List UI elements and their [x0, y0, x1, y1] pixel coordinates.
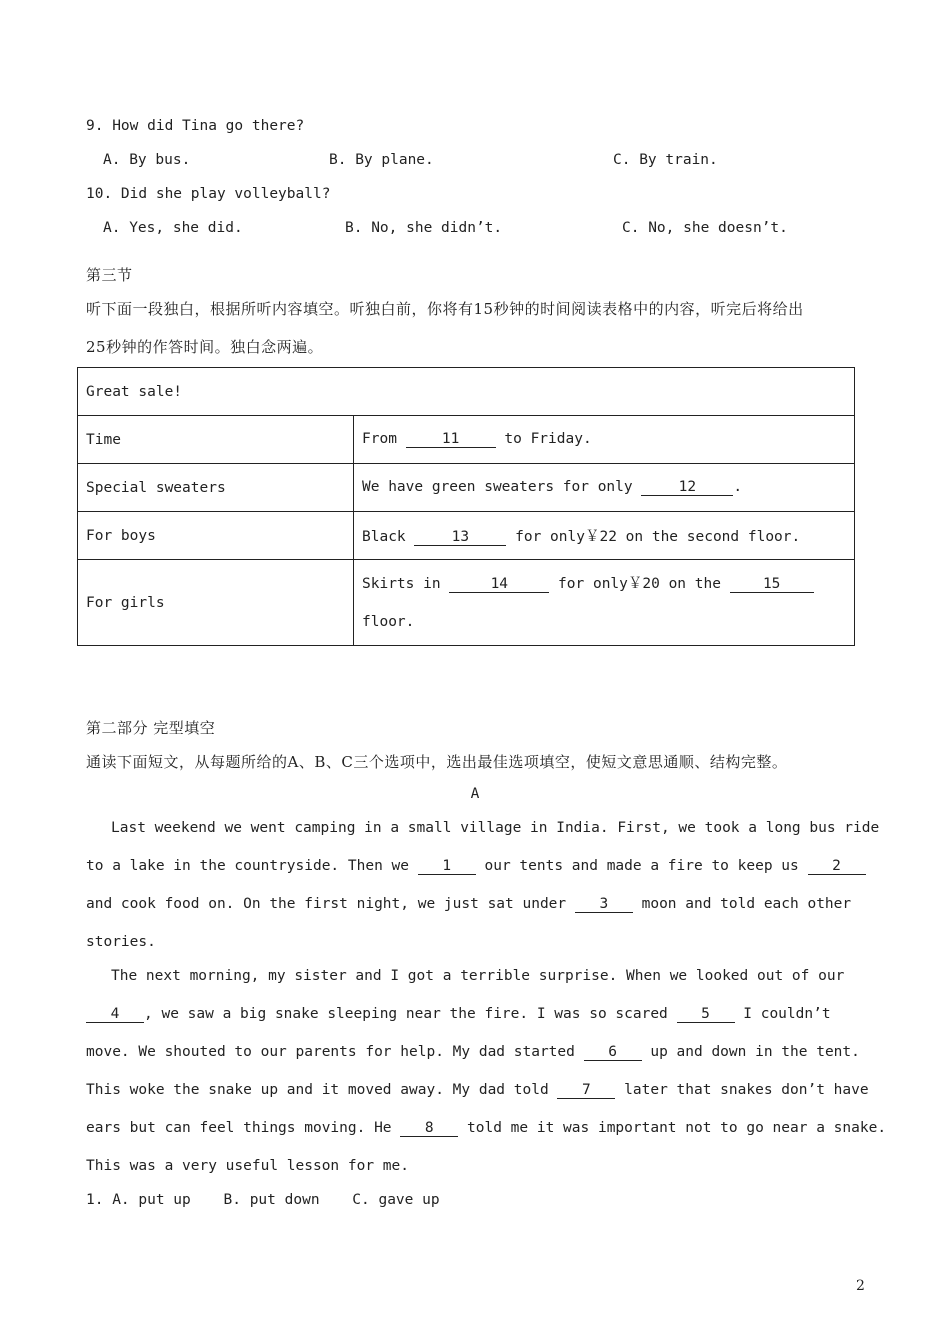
table-row [78, 416, 855, 464]
sale-table [77, 367, 855, 646]
passage-text: our tents and made a fire to keep us [484, 858, 799, 874]
row-text: Skirts in [362, 575, 441, 592]
part-2-title: 第二部分 完型填空 [86, 719, 216, 737]
passage-text: to a lake in the countryside. Then we [86, 858, 410, 874]
blank-15: 15 [730, 576, 814, 593]
passage-text: up and down in the tent. [650, 1044, 860, 1060]
passage-label: A [470, 786, 480, 802]
row-text: floor. [362, 613, 415, 630]
passage-text: and cook food on. On the first night, we just sat under [86, 896, 567, 912]
blank-2: 2 [808, 858, 866, 875]
row-text: for only￥22 on the second floor. [515, 529, 801, 545]
passage-line [86, 896, 851, 913]
row-text: for only￥20 on the [558, 575, 721, 592]
row-content [354, 464, 855, 512]
q9-option-c: C. By train. [613, 152, 718, 168]
q1-option-b: B. put down [223, 1192, 320, 1208]
passage-text: ears but can feel things moving. He [86, 1120, 392, 1136]
passage-line: Last weekend we went camping in a small village in India. First, we took a long bus ride [111, 820, 880, 836]
blank-1: 1 [418, 858, 476, 875]
passage-line: The next morning, my sister and I got a terrible surprise. When we looked out of our [111, 968, 845, 984]
row-label: Time [78, 416, 354, 464]
blank-8: 8 [400, 1120, 458, 1137]
row-label: Special sweaters [78, 464, 354, 512]
passage-text: move. We shouted to our parents for help. My dad started [86, 1044, 575, 1060]
passage-text: later that snakes don’t have [624, 1082, 869, 1098]
question-10: 10. Did she play volleyball? [86, 186, 331, 202]
blank-11: 11 [406, 431, 496, 448]
row-text: Black [362, 529, 406, 545]
q10-option-c: C. No, she doesn’t. [622, 220, 788, 236]
table-row [78, 560, 855, 646]
passage-line [86, 1006, 831, 1023]
q9-option-a: A. By bus. [103, 152, 191, 168]
row-label: For boys [78, 512, 354, 560]
passage-text: This woke the snake up and it moved away. My dad told [86, 1082, 549, 1098]
q9-option-b: B. By plane. [329, 152, 434, 168]
table-heading: Great sale! [78, 368, 855, 416]
blank-5: 5 [677, 1006, 735, 1023]
blank-3: 3 [575, 896, 633, 913]
row-content [354, 560, 855, 646]
question-1 [86, 1192, 440, 1208]
row-content [354, 416, 855, 464]
passage-line [86, 1082, 869, 1099]
part-2-instruction: 通读下面短文，从每题所给的A、B、C三个选项中，选出最佳选项填空，使短文意思通顺、结构完整。 [86, 753, 788, 771]
passage-line: This was a very useful lesson for me. [86, 1158, 410, 1174]
question-9: 9. How did Tina go there? [86, 118, 305, 134]
row-text: to Friday. [504, 431, 592, 447]
blank-6: 6 [584, 1044, 642, 1061]
passage-text: , we saw a big snake sleeping near the fire. I was so scared [144, 1006, 668, 1022]
q1-option-a: A. put up [112, 1192, 191, 1208]
row-label: For girls [78, 560, 354, 646]
passage-line: stories. [86, 934, 156, 950]
q1-option-c: C. gave up [352, 1192, 440, 1208]
passage-text: moon and told each other [641, 896, 852, 912]
section-3-instruction-2: 25秒钟的作答时间。独白念两遍。 [86, 338, 324, 356]
passage-line [86, 1044, 860, 1061]
passage-line [86, 1120, 886, 1137]
passage-text: told me it was important not to go near a snake. [467, 1120, 887, 1136]
question-number: 1. [86, 1192, 104, 1208]
page-number: 2 [856, 1278, 865, 1294]
table-row [78, 512, 855, 560]
q10-option-a: A. Yes, she did. [103, 220, 243, 236]
blank-7: 7 [557, 1082, 615, 1099]
row-text: From [362, 431, 397, 447]
section-3-instruction-1: 听下面一段独白，根据所听内容填空。听独白前，你将有15秒钟的时间阅读表格中的内容，听完后将给出 [86, 300, 804, 318]
blank-4: 4 [86, 1006, 144, 1023]
row-content [354, 512, 855, 560]
section-3-title: 第三节 [86, 266, 133, 284]
blank-12: 12 [641, 479, 733, 496]
passage-line [86, 858, 866, 875]
blank-14: 14 [449, 576, 549, 593]
q10-option-b: B. No, she didn’t. [345, 220, 503, 236]
row-text: . [733, 479, 743, 495]
blank-13: 13 [414, 529, 506, 546]
table-row [78, 464, 855, 512]
passage-text: I couldn’t [743, 1006, 831, 1022]
row-text: We have green sweaters for only [362, 479, 633, 495]
